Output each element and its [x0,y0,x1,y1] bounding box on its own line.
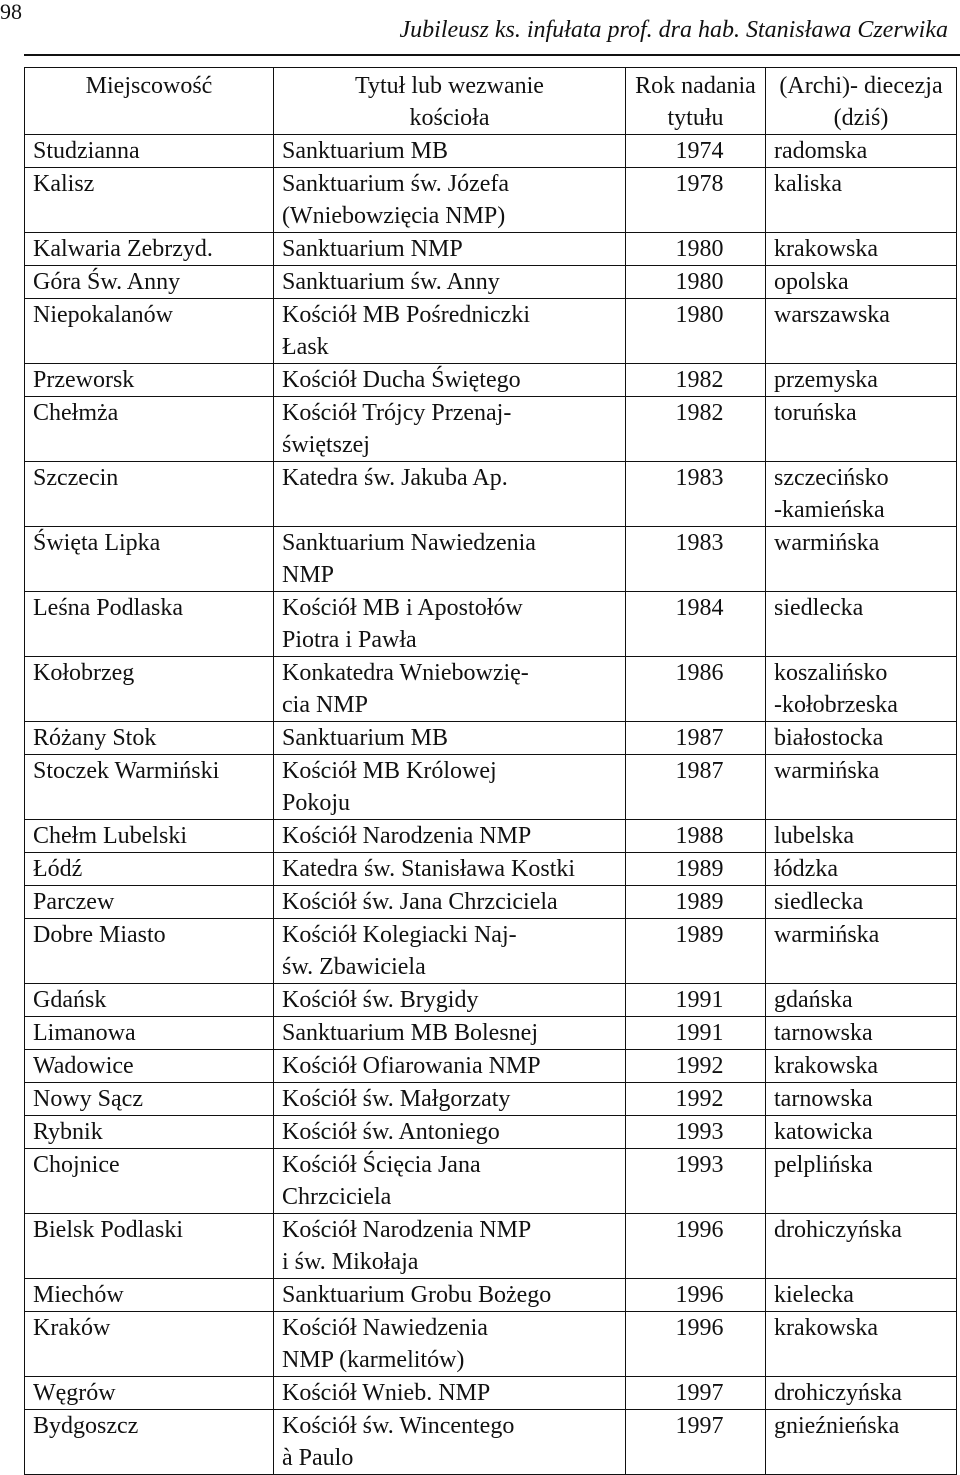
year-cell: 1983 [626,462,766,527]
year-cell: 1984 [626,592,766,657]
diocese-cell: warszawska [766,299,957,364]
locality-cell: Łódź [25,853,274,886]
diocese-cell: gnieźnieńska [766,1410,957,1475]
diocese-cell: katowicka [766,1116,957,1149]
locality-cell: Gdańsk [25,984,274,1017]
church-title-cell: Kościół św. Wincentego à Paulo [274,1410,626,1475]
year-cell: 1983 [626,527,766,592]
header-diocese: (Archi)- diecezja (dziś) [766,68,957,135]
table-row [25,397,957,462]
church-title-cell: Katedra św. Jakuba Ap. [274,462,626,527]
year-cell: 1989 [626,853,766,886]
year-cell: 1980 [626,299,766,364]
year-cell: 1993 [626,1149,766,1214]
table-row [25,1149,957,1214]
locality-cell: Stoczek Warmiński [25,755,274,820]
locality-cell: Miechów [25,1279,274,1312]
church-title-cell: Kościół MB i Apostołów Piotra i Pawła [274,592,626,657]
diocese-cell: siedlecka [766,886,957,919]
locality-cell: Bielsk Podlaski [25,1214,274,1279]
table-row [25,1017,957,1050]
table-row [25,266,957,299]
table-row [25,1377,957,1410]
diocese-cell: radomska [766,135,957,168]
church-title-cell: Kościół Wnieb. NMP [274,1377,626,1410]
year-cell: 1980 [626,266,766,299]
locality-cell: Parczew [25,886,274,919]
locality-cell: Nowy Sącz [25,1083,274,1116]
church-title-cell: Kościół Ducha Świętego [274,364,626,397]
diocese-cell: pelplińska [766,1149,957,1214]
church-title-cell: Katedra św. Stanisława Kostki [274,853,626,886]
year-cell: 1987 [626,722,766,755]
locality-cell: Leśna Podlaska [25,592,274,657]
locality-cell: Wadowice [25,1050,274,1083]
diocese-cell: przemyska [766,364,957,397]
table-row [25,1312,957,1377]
year-cell: 1996 [626,1279,766,1312]
diocese-cell: krakowska [766,233,957,266]
year-cell: 1997 [626,1410,766,1475]
table-row [25,462,957,527]
diocese-cell: gdańska [766,984,957,1017]
diocese-cell: lubelska [766,820,957,853]
church-title-cell: Sanktuarium MB [274,722,626,755]
year-cell: 1991 [626,984,766,1017]
year-cell: 1992 [626,1083,766,1116]
church-title-cell: Kościół św. Brygidy [274,984,626,1017]
diocese-cell: drohiczyńska [766,1377,957,1410]
church-title-cell: Kościół św. Małgorzaty [274,1083,626,1116]
table-row [25,527,957,592]
table-row [25,1116,957,1149]
year-cell: 1989 [626,919,766,984]
year-cell: 1993 [626,1116,766,1149]
church-title-cell: Sanktuarium św. Anny [274,266,626,299]
table-row [25,919,957,984]
diocese-cell: koszalińsko -kołobrzeska [766,657,957,722]
locality-cell: Studzianna [25,135,274,168]
header-rule [24,54,960,56]
diocese-cell: krakowska [766,1312,957,1377]
diocese-cell: warmińska [766,919,957,984]
diocese-cell: warmińska [766,755,957,820]
church-title-cell: Sanktuarium MB [274,135,626,168]
table-row [25,853,957,886]
table-row [25,722,957,755]
church-title-cell: Sanktuarium NMP [274,233,626,266]
diocese-cell: szczecińsko -kamieńska [766,462,957,527]
locality-cell: Chełmża [25,397,274,462]
church-title-cell: Kościół Narodzenia NMP [274,820,626,853]
year-cell: 1988 [626,820,766,853]
locality-cell: Węgrów [25,1377,274,1410]
locality-cell: Niepokalanów [25,299,274,364]
church-title-cell: Kościół Narodzenia NMP i św. Mikołaja [274,1214,626,1279]
table-row [25,168,957,233]
year-cell: 1974 [626,135,766,168]
diocese-cell: kielecka [766,1279,957,1312]
page-number: 98 [0,0,22,24]
diocese-cell: kaliska [766,168,957,233]
year-cell: 1996 [626,1312,766,1377]
diocese-cell: drohiczyńska [766,1214,957,1279]
church-title-cell: Kościół Trójcy Przenaj- świętszej [274,397,626,462]
year-cell: 1991 [626,1017,766,1050]
year-cell: 1989 [626,886,766,919]
table-row [25,592,957,657]
church-title-cell: Kościół Ofiarowania NMP [274,1050,626,1083]
table-body [25,135,957,1475]
table-header-row [25,68,957,135]
locality-cell: Różany Stok [25,722,274,755]
locality-cell: Kalwaria Zebrzyd. [25,233,274,266]
table-row [25,299,957,364]
table-row [25,1083,957,1116]
year-cell: 1997 [626,1377,766,1410]
diocese-cell: białostocka [766,722,957,755]
church-title-cell: Kościół Nawiedzenia NMP (karmelitów) [274,1312,626,1377]
church-title-cell: Kościół Kolegiacki Naj- św. Zbawiciela [274,919,626,984]
table-row [25,1050,957,1083]
church-title-cell: Kościół św. Antoniego [274,1116,626,1149]
header-year-granted: Rok nadania tytułu [626,68,766,135]
church-title-cell: Kościół św. Jana Chrzciciela [274,886,626,919]
table-row [25,1214,957,1279]
diocese-cell: opolska [766,266,957,299]
locality-cell: Chełm Lubelski [25,820,274,853]
year-cell: 1987 [626,755,766,820]
table-row [25,984,957,1017]
table-row [25,364,957,397]
locality-cell: Góra Św. Anny [25,266,274,299]
locality-cell: Bydgoszcz [25,1410,274,1475]
table-row [25,135,957,168]
locality-cell: Kołobrzeg [25,657,274,722]
year-cell: 1982 [626,364,766,397]
table-row [25,820,957,853]
locality-cell: Chojnice [25,1149,274,1214]
table-row [25,1279,957,1312]
year-cell: 1996 [626,1214,766,1279]
church-title-cell: Sanktuarium Grobu Bożego [274,1279,626,1312]
locality-cell: Dobre Miasto [25,919,274,984]
year-cell: 1980 [626,233,766,266]
locality-cell: Szczecin [25,462,274,527]
locality-cell: Przeworsk [25,364,274,397]
locality-cell: Rybnik [25,1116,274,1149]
header-church-title: Tytuł lub wezwanie kościoła [274,68,626,135]
diocese-cell: krakowska [766,1050,957,1083]
year-cell: 1986 [626,657,766,722]
church-title-cell: Sanktuarium Nawiedzenia NMP [274,527,626,592]
diocese-cell: toruńska [766,397,957,462]
church-title-cell: Sanktuarium MB Bolesnej [274,1017,626,1050]
table-row [25,886,957,919]
locality-cell: Kalisz [25,168,274,233]
diocese-cell: tarnowska [766,1083,957,1116]
locality-cell: Święta Lipka [25,527,274,592]
locality-cell: Limanowa [25,1017,274,1050]
year-cell: 1982 [626,397,766,462]
locality-cell: Kraków [25,1312,274,1377]
church-title-cell: Kościół MB Pośredniczki Łask [274,299,626,364]
running-header: Jubileusz ks. infułata prof. dra hab. Stanisława Czerwika [399,17,948,43]
table-row [25,755,957,820]
year-cell: 1978 [626,168,766,233]
church-title-cell: Kościół MB Królowej Pokoju [274,755,626,820]
church-title-cell: Sanktuarium św. Józefa (Wniebowzięcia NMP) [274,168,626,233]
church-title-cell: Konkatedra Wniebowzię- cia NMP [274,657,626,722]
header-locality: Miejscowość [25,68,274,135]
sanctuary-table [24,67,957,1475]
diocese-cell: tarnowska [766,1017,957,1050]
table-row [25,233,957,266]
diocese-cell: warmińska [766,527,957,592]
table-row [25,657,957,722]
year-cell: 1992 [626,1050,766,1083]
diocese-cell: siedlecka [766,592,957,657]
church-title-cell: Kościół Ścięcia Jana Chrzciciela [274,1149,626,1214]
diocese-cell: łódzka [766,853,957,886]
table-row [25,1410,957,1475]
